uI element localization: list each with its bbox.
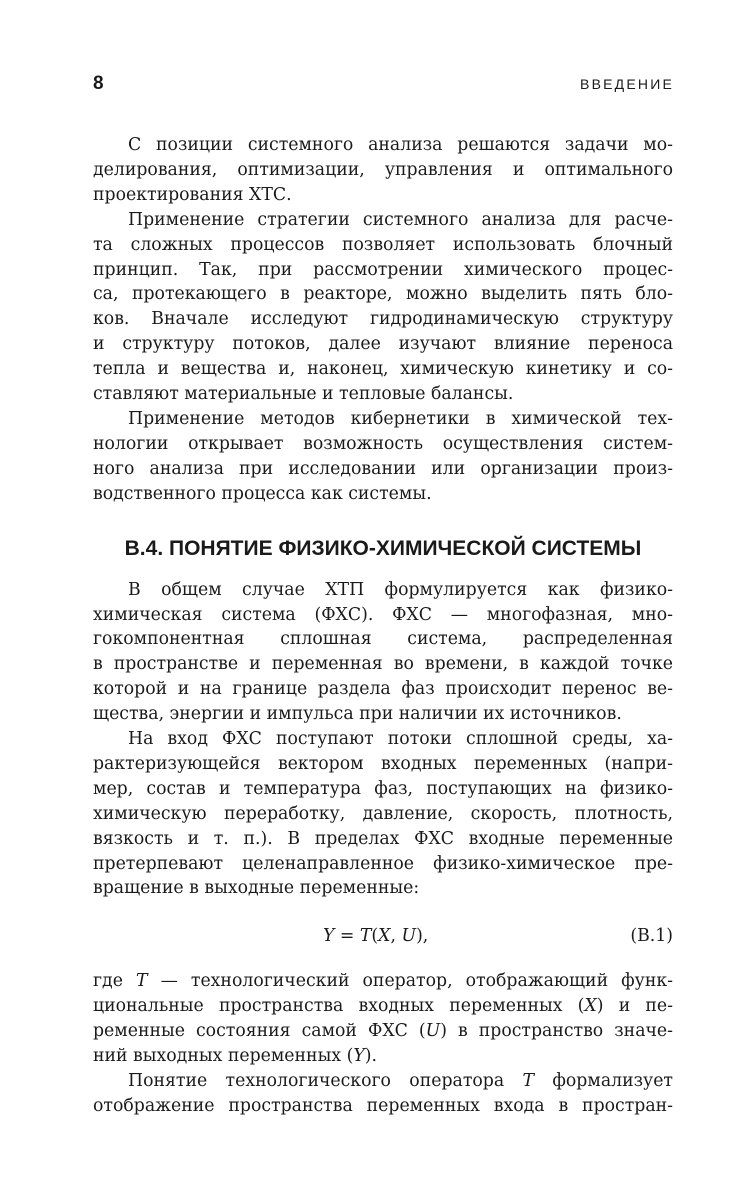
formula-var-x: X [378, 926, 391, 947]
final-paragraph [93, 1069, 673, 1119]
text-line: проектирования ХТС. [93, 184, 292, 205]
text-segment: циональные пространства входных переменных ( [93, 996, 585, 1017]
text-segment: ременные состояния самой ФХС ( [93, 1021, 426, 1042]
section-paragraphs [93, 578, 673, 902]
text-segment: Понятие технологического оператора [128, 1071, 523, 1091]
formula-comma: , [390, 926, 402, 947]
page-body [93, 133, 673, 1119]
formula-paren-open: ( [371, 926, 379, 947]
paragraph-p2 [93, 208, 673, 407]
formula-var-y: Y [323, 926, 335, 947]
text-segment: отображение пространства переменных входа в простран- [93, 1095, 673, 1116]
text-line: рактеризующейся вектором входных переменных (напри- [93, 753, 673, 774]
text-line [93, 969, 673, 994]
text-segment: ) и пе- [596, 996, 673, 1017]
formula-equals: = [334, 926, 360, 947]
paragraph-p3 [93, 407, 673, 507]
text-line: са, протекающего в реакторе, можно выделить пять бло- [93, 284, 673, 305]
text-line: и структуру потоков, далее изучают влияние переноса [93, 334, 673, 355]
text-line: претерпевают целенаправленное физико-химическое пре- [93, 853, 673, 874]
text-line [93, 994, 673, 1019]
text-line: в пространстве и переменная во времени, в каждой точке [93, 654, 673, 675]
text-line: В общем случае ХТП формулируется как физико- [128, 579, 673, 600]
intro-paragraphs [93, 133, 673, 507]
text-line [93, 1069, 673, 1094]
text-line: вращение в выходные переменные: [93, 878, 420, 899]
text-segment: где [93, 971, 136, 992]
text-line: тепла и вещества и, наконец, химическую кинетику и со- [93, 359, 673, 380]
math-variable: U [425, 1021, 441, 1042]
text-line: щества, энергии и импульса при наличии их источников. [93, 704, 622, 725]
text-line: водственного процесса как системы. [93, 483, 432, 504]
paragraph-p5 [93, 727, 673, 901]
text-line: которой и на границе раздела фаз происходит перенос ве- [93, 679, 673, 700]
formula-paren-close: ), [416, 926, 429, 947]
running-header: ВВЕДЕНИЕ [580, 76, 674, 92]
text-line: ного анализа при исследовании или организации произ- [93, 458, 673, 479]
page-number: 8 [93, 73, 104, 94]
text-line: ков. Вначале исследуют гидродинамическую структуру [93, 309, 673, 330]
equation [323, 924, 428, 949]
math-variable: X [584, 996, 597, 1017]
text-line [93, 1094, 673, 1119]
equation-number: (В.1) [630, 926, 673, 947]
paragraph-p4 [93, 578, 673, 727]
where-clause [93, 969, 673, 1069]
text-line: делирования, оптимизации, управления и оптимального [93, 159, 673, 180]
math-variable: T [135, 971, 148, 992]
text-line: мер, состав и температура фаз, поступающих на физико- [93, 778, 673, 799]
section-heading: В.4. ПОНЯТИЕ ФИЗИКО-ХИМИЧЕСКОЙ СИСТЕМЫ [124, 536, 642, 560]
text-line: Применение методов кибернетики в химической тех- [128, 408, 673, 429]
text-line: нологии открывает возможность осуществления систем- [93, 433, 673, 454]
equation-block [93, 924, 673, 949]
text-line [93, 1044, 673, 1069]
text-segment: ) в пространство значе- [440, 1021, 673, 1042]
text-line: химическая система (ФХС). ФХС — многофазная, мно- [93, 604, 673, 625]
text-segment: ). [364, 1046, 377, 1067]
text-line: гокомпонентная сплошная система, распределенная [93, 629, 673, 650]
text-segment: — технологический оператор, отображающий функ- [147, 971, 673, 992]
text-line: С позиции системного анализа решаются задачи мо- [128, 135, 673, 155]
text-line: вязкость и т. п.). В пределах ФХС входные переменные [93, 828, 673, 849]
text-line: На вход ФХС поступают потоки сплошной среды, ха- [128, 729, 673, 750]
text-line: принцип. Так, при рассмотрении химического процес- [93, 259, 673, 280]
formula-var-u: U [401, 926, 417, 947]
math-variable: T [522, 1071, 535, 1091]
text-line: ставляют материальные и тепловые балансы. [93, 384, 514, 405]
text-segment: формализует [534, 1071, 673, 1091]
paragraph-p1 [93, 133, 673, 208]
math-variable: Y [353, 1046, 365, 1067]
text-line: та сложных процессов позволяет использовать блочный [93, 234, 673, 255]
text-line: химическую переработку, давление, скорость, плотность, [93, 803, 673, 824]
formula-operator-t: T [359, 926, 372, 947]
text-segment: ний выходных переменных ( [93, 1046, 354, 1067]
text-line [93, 1019, 673, 1044]
text-line: Применение стратегии системного анализа для расче- [128, 209, 673, 230]
